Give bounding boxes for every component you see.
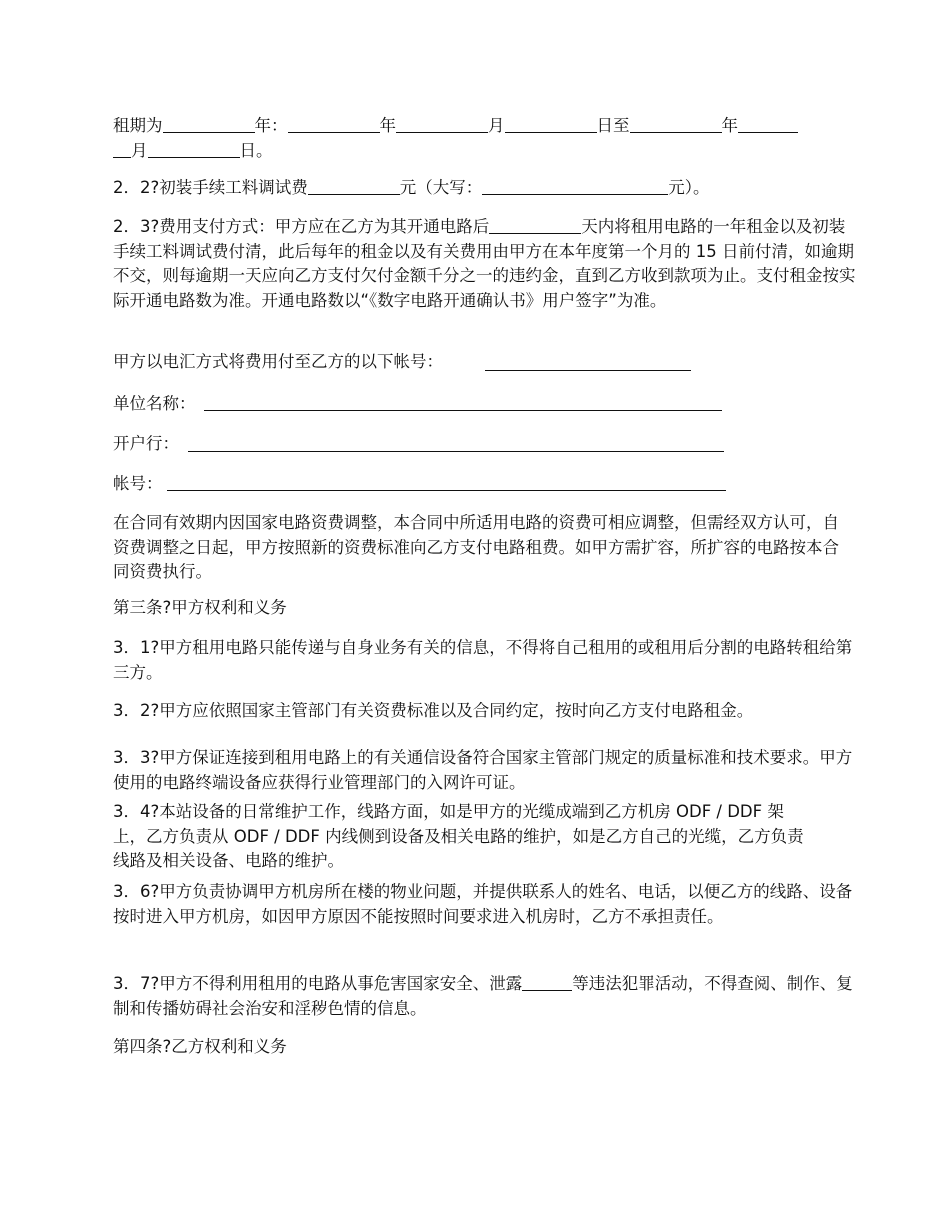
unit-name-row <box>113 392 853 418</box>
article3-clause-3-1: 3．1?甲方租用电路只能传递与自身业务有关的信息，不得将自己租用的或租用后分割的电路转租给第三方。 <box>113 638 853 682</box>
fee-2-2-paragraph <box>113 176 853 201</box>
blank-field <box>113 140 131 158</box>
article3-clause-3-2: 3．2?甲方应依照国家主管部门有关资费标准以及合同约定，按时向乙方支付电路租金。 <box>113 701 754 720</box>
blank-field <box>163 115 255 133</box>
blank-field <box>738 115 798 133</box>
blank-field <box>630 115 722 133</box>
article4-heading: 第四条?乙方权利和义务 <box>113 1037 287 1056</box>
account-no-label: 帐号： <box>113 474 163 493</box>
blank-field <box>482 177 668 195</box>
account-intro: 甲方以电汇方式将费用付至乙方的以下帐号： <box>113 352 443 371</box>
fee-2-2-text: 元）。 <box>668 178 710 197</box>
blank-field <box>148 140 240 158</box>
rent-day-label: 日。 <box>239 140 273 160</box>
article3-clause-3-4: 3．4?本站设备的日常维护工作，线路方面，如是甲方的光缆成端到乙方机房 ODF / DDF 架上，乙方负责从 ODF / DDF 内线侧到设备及相关电路的维护，如是乙方自己的光缆，乙方负责线路及相关设备、电路的维护。 <box>113 802 804 870</box>
unit-name-label: 单位名称： <box>113 394 196 413</box>
clause-3-7-text: 等违法犯罪活动，不得查阅、制作、复制和传播妨碍社会治安和淫秽色情的信息。 <box>113 974 853 1018</box>
rent-month-label: 月 <box>488 116 505 135</box>
bank-label: 开户行： <box>113 434 179 453</box>
article3-clause-3-6: 3．6?甲方负责协调甲方机房所在楼的物业问题，并提供联系人的姓名、电话，以便乙方的线路、设备按时进入甲方机房，如因甲方原因不能按照时间要求进入机房时，乙方不承担责任。 <box>113 882 853 926</box>
article3-clause-3-3: 3．3?甲方保证连接到租用电路上的有关通信设备符合国家主管部门规定的质量标准和技术要求。甲方使用的电路终端设备应获得行业管理部门的入网许可证。 <box>113 748 853 792</box>
account-intro-line <box>485 370 691 371</box>
rent-period-prefix: 租期为 <box>113 116 163 135</box>
rent-year-label: 年： <box>254 116 288 135</box>
fee-2-2-text: 2．2?初装手续工料调试费 <box>113 178 308 197</box>
rent-day-label: 日至 <box>596 116 630 135</box>
fee-2-2-text: 元（大写： <box>399 178 483 197</box>
account-no-row <box>113 472 853 498</box>
blank-field <box>288 115 380 133</box>
rent-period-paragraph <box>113 114 853 163</box>
adjust-paragraph: 在合同有效期内因国家电路资费调整，本合同中所适用电路的资费可相应调整，但需经双方认可，自资费调整之日起，甲方按照新的资费标准向乙方支付电路租费。如甲方需扩容，所扩容的电路按本合同资费执行。 <box>113 513 839 581</box>
account-intro-row <box>113 350 853 376</box>
unit-name-line <box>204 410 722 411</box>
blank-field <box>396 115 488 133</box>
rent-year-label: 年 <box>721 116 738 135</box>
fee-2-3-text: 天内将租用电路的一年租金以及初装手续工料调试费付清，此后每年的租金以及有关费用由甲方在本年度第一个月的 15 日前付清，如逾期不交，则每逾期一天应向乙方支付欠付金额千分之一的违约金，直到乙方收到款项为止。支付租金按实际开通电路数为准。开通电路数以“《数字电路开通确认书》用户签字”为准。 <box>113 217 856 310</box>
article3-clause-3-7 <box>113 972 853 1021</box>
clause-3-7-text: 3．7?甲方不得利用租用的电路从事危害国家安全、泄露 <box>113 974 523 993</box>
fee-2-3-paragraph <box>113 215 858 313</box>
blank-field <box>505 115 597 133</box>
rent-month-label: 月 <box>131 140 148 160</box>
article3-heading: 第三条?甲方权利和义务 <box>113 598 287 617</box>
fee-2-3-text: 2．3?费用支付方式：甲方应在乙方为其开通电路后 <box>113 217 490 236</box>
bank-line <box>188 451 724 452</box>
bank-row <box>113 432 853 458</box>
blank-field <box>489 216 581 234</box>
blank-field <box>308 177 400 195</box>
blank-field <box>522 973 572 991</box>
account-no-line <box>167 490 726 491</box>
rent-year-label: 年 <box>379 116 396 135</box>
